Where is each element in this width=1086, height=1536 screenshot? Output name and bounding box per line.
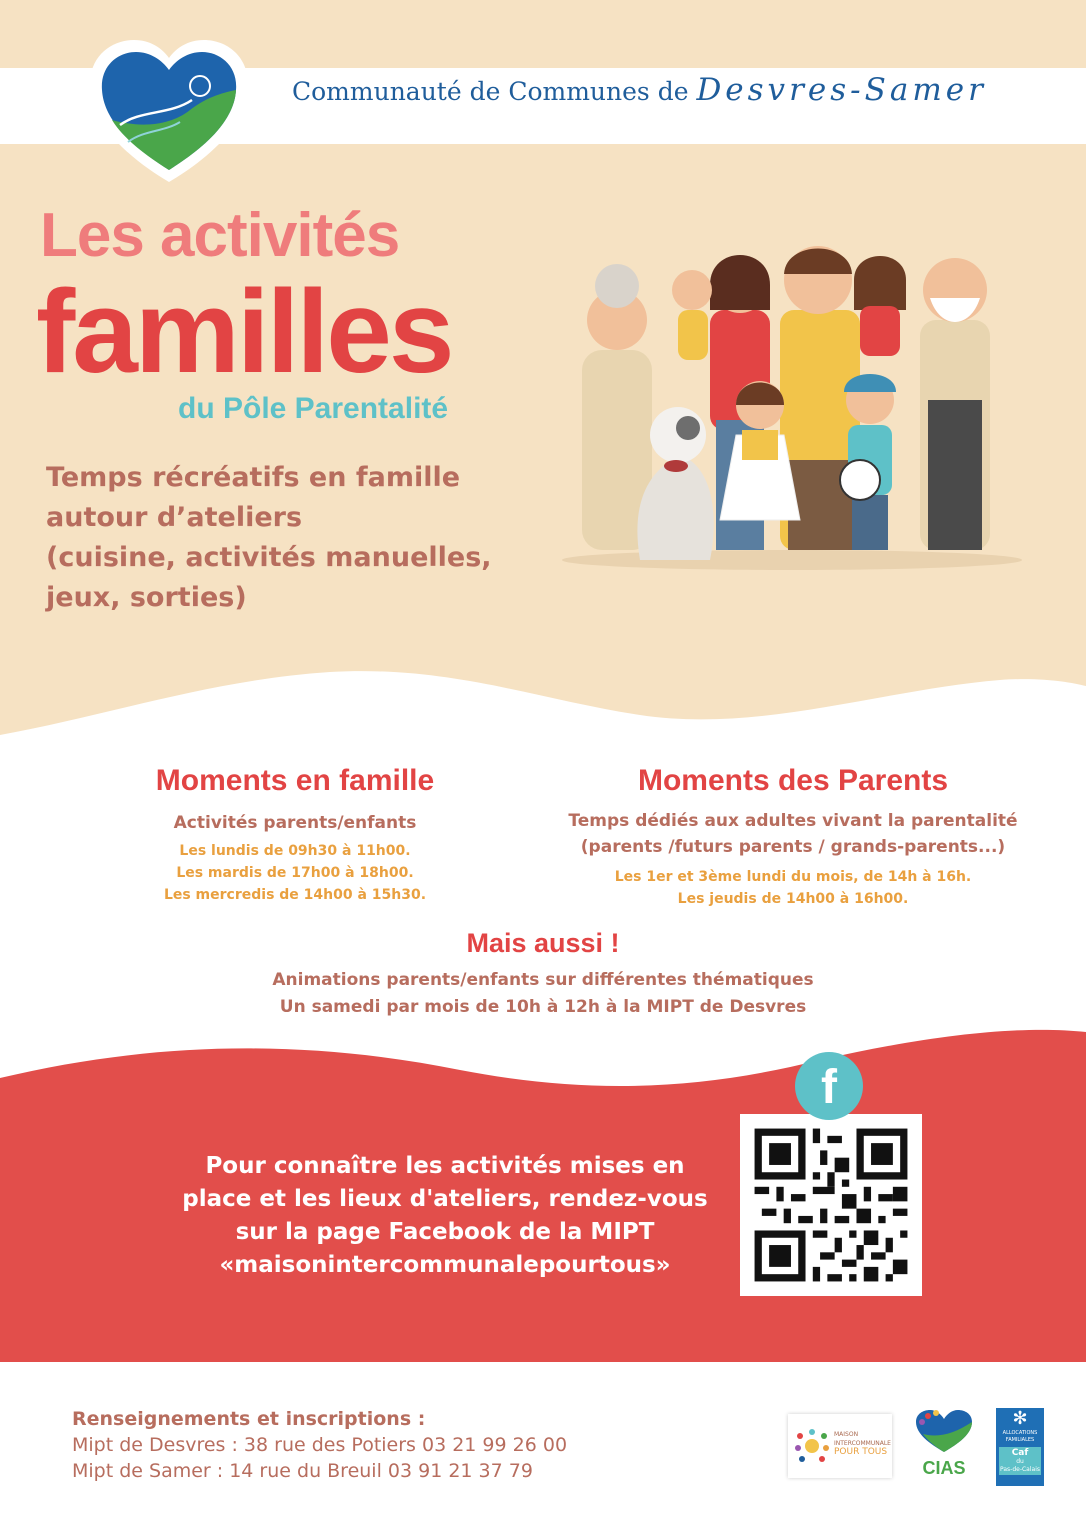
moments-famille-subtitle: Activités parents/enfants <box>173 813 417 833</box>
intro-line: autour d’ateliers <box>46 502 303 533</box>
moments-parents-subtitle: (parents /futurs parents / grands-parents...) <box>580 837 1006 857</box>
schedule-line: Les mardis de 17h00 à 18h00. <box>176 865 414 881</box>
caf-logo-line: Caf <box>1011 1448 1029 1458</box>
caf-logo-line: FAMILIALES <box>1005 1437 1035 1443</box>
intro-text <box>46 458 566 618</box>
schedule-line: Les mercredis de 14h00 à 15h30. <box>163 887 427 903</box>
qr-code[interactable] <box>740 1114 922 1296</box>
qr-code-card[interactable] <box>740 1114 922 1296</box>
moments-parents-title: Moments des Parents <box>637 764 949 797</box>
facebook-info-line[interactable]: «maisonintercommunalepourtous» <box>219 1252 671 1278</box>
caf-logo-line: ALLOCATIONS <box>1002 1430 1038 1436</box>
intro-line: jeux, sorties) <box>46 582 247 613</box>
title-familles: familles <box>36 266 452 398</box>
facebook-icon[interactable]: f <box>795 1052 863 1120</box>
caf-logo-line: Pas-de-Calais <box>1000 1466 1040 1473</box>
mipt-logo-line: INTERCOMMUNALE <box>834 1440 891 1447</box>
mais-aussi-line: Un samedi par mois de 10h à 12h à la MIPT de Desvres <box>279 997 807 1017</box>
title-les-activites: Les activités <box>40 201 400 270</box>
cias-heart-icon <box>914 1410 974 1454</box>
footer-heading: Renseignements et inscriptions : <box>72 1408 426 1430</box>
footer-address-samer: Mipt de Samer : 14 rue du Breuil 03 91 21 37 79 <box>72 1460 533 1482</box>
mipt-logo-dots <box>794 1428 830 1464</box>
footer-address-desvres: Mipt de Desvres : 38 rue des Potiers 03 21 99 26 00 <box>72 1434 568 1456</box>
facebook-info-line: Pour connaître les activités mises en <box>205 1153 685 1179</box>
moments-famille-title: Moments en famille <box>155 764 435 797</box>
mipt-logo-line: MAISON <box>834 1431 859 1438</box>
organization-name: Desvres-Samer <box>696 72 987 108</box>
moments-parents-section <box>540 764 1046 910</box>
mais-aussi-line: Animations parents/enfants sur différentes thématiques <box>272 970 814 990</box>
facebook-info-text <box>150 1150 740 1282</box>
cias-logo-text: CIAS <box>922 1458 966 1478</box>
mais-aussi-section <box>190 928 896 1021</box>
intro-line: (cuisine, activités manuelles, <box>46 542 492 573</box>
schedule-line: Les jeudis de 14h00 à 16h00. <box>677 891 909 907</box>
mipt-logo <box>788 1414 892 1478</box>
facebook-info-line: place et les lieux d'ateliers, rendez-vous <box>182 1186 708 1212</box>
mipt-logo-line: POUR TOUS <box>834 1447 888 1457</box>
moments-famille-section <box>90 764 500 906</box>
heart-logo <box>80 30 258 190</box>
caf-logo-line: du <box>1016 1458 1024 1465</box>
intro-line: Temps récréatifs en famille <box>46 462 461 493</box>
cias-logo <box>914 1410 974 1482</box>
caf-logo <box>996 1408 1044 1486</box>
family-illustration <box>560 230 1024 570</box>
facebook-info-line: sur la page Facebook de la MIPT <box>235 1219 655 1245</box>
organization-prefix: Communauté de Communes de <box>292 77 697 106</box>
title-pole-parentalite: du Pôle Parentalité <box>178 392 449 425</box>
schedule-line: Les 1er et 3ème lundi du mois, de 14h à 16h. <box>614 869 972 885</box>
organization-title <box>292 72 987 108</box>
mais-aussi-title: Mais aussi ! <box>466 928 620 958</box>
caf-flower-icon: ✻ <box>1012 1408 1028 1429</box>
footer-contact <box>72 1406 567 1484</box>
schedule-line: Les lundis de 09h30 à 11h00. <box>179 843 411 859</box>
moments-parents-subtitle: Temps dédiés aux adultes vivant la parentalité <box>568 811 1018 831</box>
